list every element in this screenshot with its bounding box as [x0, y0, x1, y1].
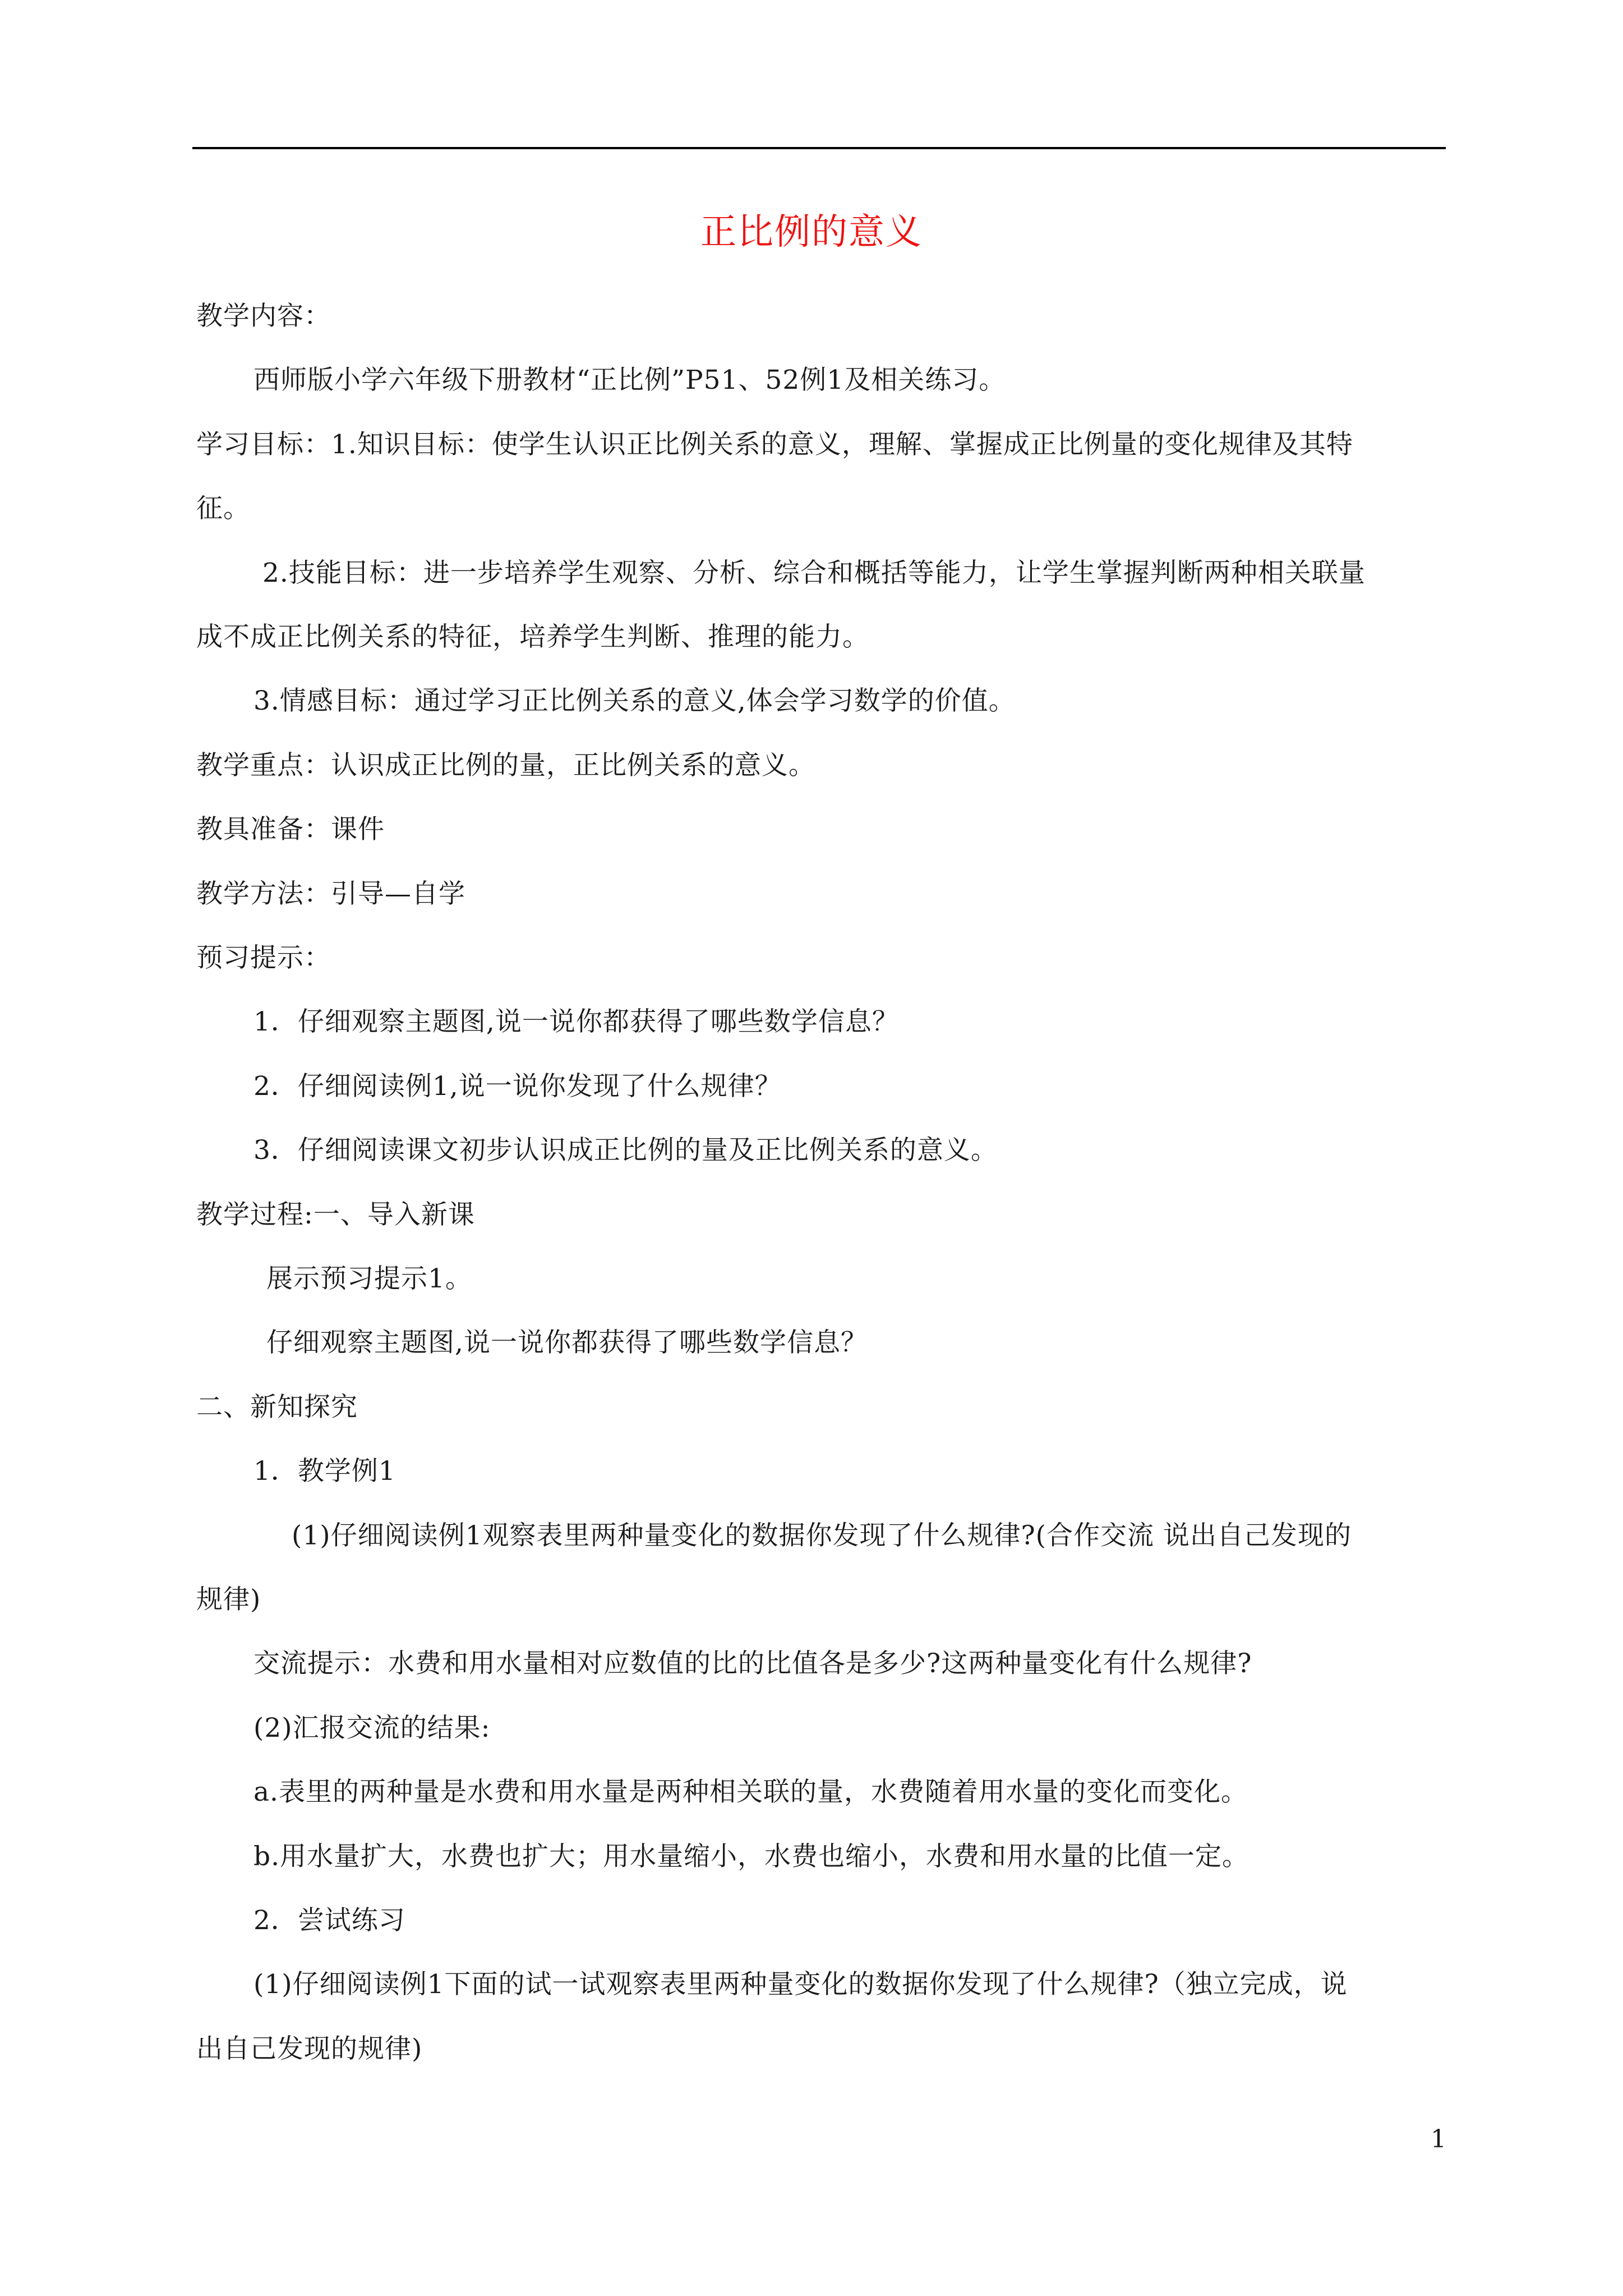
header-rule: [192, 147, 1446, 149]
text-line: 3.情感目标：通过学习正比例关系的意义,体会学习数学的价值。: [253, 685, 1016, 716]
text-line: 预习提示：: [196, 942, 331, 973]
text-line: (2)汇报交流的结果:: [253, 1713, 491, 1743]
text-line: 展示预习提示1。: [266, 1263, 472, 1294]
text-line: 2．仔细阅读例1,说一说你发现了什么规律？: [253, 1071, 782, 1102]
text-line: 规律): [196, 1584, 261, 1615]
text-line: 成不成正比例关系的特征，培养学生判断、推理的能力。: [196, 622, 869, 652]
text-line: 仔细观察主题图,说一说你都获得了哪些数学信息？: [266, 1327, 868, 1358]
text-line: a.表里的两种量是水费和用水量是两种相关联的量，水费随着用水量的变化而变化。: [253, 1777, 1248, 1807]
text-line: 教具准备：课件: [196, 814, 385, 845]
text-line: 1．仔细观察主题图,说一说你都获得了哪些数学信息？: [253, 1006, 899, 1037]
document-title: 正比例的意义: [700, 211, 923, 253]
text-line: b.用水量扩大，水费也扩大；用水量缩小，水费也缩小，水费和用水量的比值一定。: [253, 1841, 1249, 1872]
text-line: 2．尝试练习: [253, 1905, 405, 1936]
text-line: 交流提示：水费和用水量相对应数值的比的比值各是多少?这两种量变化有什么规律?: [253, 1648, 1252, 1679]
text-line: 教学过程:一、导入新课: [196, 1199, 475, 1230]
text-line: 征。: [196, 493, 250, 524]
text-line: 1．教学例1: [253, 1456, 396, 1487]
text-line: 出自己发现的规律): [196, 2033, 423, 2064]
page-number: 1: [1431, 2125, 1446, 2154]
text-line: 教学方法：引导—自学: [196, 878, 465, 909]
text-line: 二、新知探究: [196, 1392, 358, 1423]
text-line: 2.技能目标：进一步培养学生观察、分析、综合和概括等能力，让学生掌握判断两种相关联量: [262, 558, 1366, 588]
text-line: 西师版小学六年级下册教材“正比例”P51、52例1及相关练习。: [253, 365, 1006, 395]
text-line: 学习目标：1.知识目标：使学生认识正比例关系的意义，理解、掌握成正比例量的变化规律及其特: [196, 429, 1353, 460]
text-line: 教学重点：认识成正比例的量，正比例关系的意义。: [196, 750, 815, 781]
text-line: 3．仔细阅读课文初步认识成正比例的量及正比例关系的意义。: [253, 1135, 998, 1166]
text-line: (1)仔细阅读例1下面的试一试观察表里两种量变化的数据你发现了什么规律?（独立完成，说: [253, 1969, 1348, 2000]
text-line: 教学内容：: [196, 301, 331, 332]
text-line: (1)仔细阅读例1观察表里两种量变化的数据你发现了什么规律?(合作交流 说出自己发现的: [292, 1520, 1352, 1551]
